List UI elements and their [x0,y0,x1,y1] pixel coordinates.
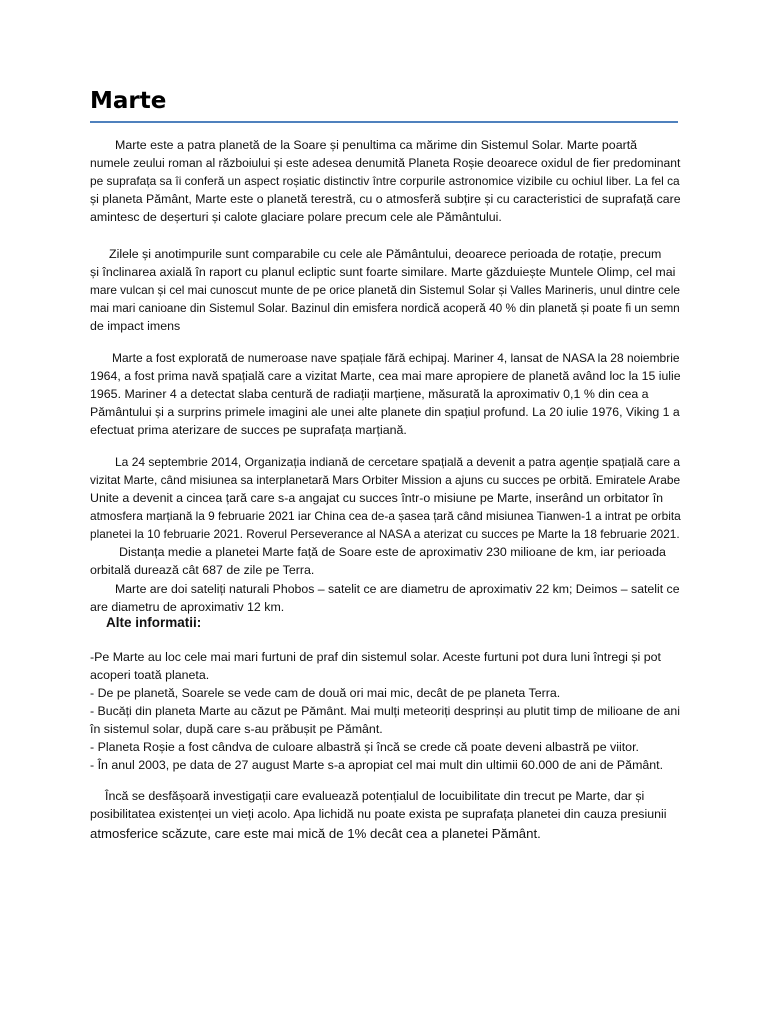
paragraph-line: amintesc de deșerturi și calote glaciare polare precum cele ale Pământului. [90,210,502,224]
paragraph-line: 1964, a fost prima navă spațială care a vizitat Marte, cea mai mare apropiere de planetă având loc la 15 iulie [90,369,681,383]
list-item: - În anul 2003, pe data de 27 august Marte s-a apropiat cel mai mult din ultimii 60.000 de ani de Pământ. [90,758,664,772]
paragraph-line: Marte este a patra planetă de la Soare și penultima ca mărime din Sistemul Solar. Marte poartă [115,138,638,152]
paragraph-line: pe suprafața sa îi conferă un aspect roșiatic distinctiv între corpurile astronomice vizibile cu ochiul liber. La fel ca [90,174,680,188]
list-item: - Bucăți din planeta Marte au căzut pe Pământ. Mai mulți meteoriți desprinși au plutit timp de milioane de ani [90,704,680,718]
paragraph-line: mare vulcan și cel mai cunoscut munte de pe orice planetă din Sistemul Solar și Valles Marineris, unul dintre cele [90,283,680,297]
paragraph-line: Marte are doi sateliți naturali Phobos – satelit ce are diametru de aproximativ 22 km; Deimos – satelit ce [115,582,680,596]
paragraph-line: atmosfera marțiană la 9 februarie 2021 iar China cea de-a șasea țară când misiunea Tianwen-1 a intrat pe orbita [90,509,681,523]
paragraph-line: atmosferice scăzute, care este mai mică de 1% decât cea a planetei Pământ. [90,826,541,841]
paragraph-line: are diametru de aproximativ 12 km. [90,600,285,614]
section-heading: Alte informatii: [106,615,202,630]
paragraph-line: și planeta Pământ, Marte este o planetă terestră, cu o atmosferă subțire și cu caracteristici de suprafață care [90,192,681,206]
paragraph-line: mai mari canioane din Sistemul Solar. Bazinul din emisfera nordică acoperă 40 % din planetă și poate fi un semn [90,301,680,315]
list-item: acoperi toată planeta. [90,668,210,682]
paragraph-line: Unite a devenit a cincea țară care s-a angajat cu succes într-o misiune pe Marte, inserând un orbitator în [90,491,664,505]
paragraph-line: vizitat Marte, când misiunea sa interplanetară Mars Orbiter Mission a ajuns cu succes pe orbită. Emiratele Arabe [90,473,681,487]
list-item: în sistemul solar, după care s-au prăbușit pe Pământ. [90,722,383,736]
paragraph-line: Încă se desfășoară investigații care evaluează potențialul de locuibilitate din trecut pe Marte, dar și [105,789,645,803]
paragraph-line: numele zeului roman al războiului și este adesea denumită Planeta Roșie deoarece oxidul de fier predominant [90,156,681,170]
paragraph-line: 1965. Mariner 4 a detectat slaba centură de radiații marțiene, măsurată la aproximativ 0,1 % din cea a [90,387,649,401]
paragraph-line: și înclinarea axială în raport cu planul ecliptic sunt foarte similare. Marte găzduiește Muntele Olimp, cel mai [90,265,676,279]
paragraph-line: posibilitatea existenței un vieți acolo. Apa lichidă nu poate exista pe suprafața planetei din cauza presiunii [90,807,667,821]
paragraph-line: de impact imens [90,319,181,333]
list-item: - De pe planetă, Soarele se vede cam de două ori mai mic, decât de pe planeta Terra. [90,686,561,700]
paragraph-line: Marte a fost explorată de numeroase nave spațiale fără echipaj. Mariner 4, lansat de NASA la 28 noiembrie [112,351,680,365]
list-item: - Planeta Roșie a fost cândva de culoare albastră și încă se crede că poate deveni albastră pe viitor. [90,740,639,754]
document-title: Marte [90,88,167,114]
list-item: -Pe Marte au loc cele mai mari furtuni de praf din sistemul solar. Aceste furtuni pot dura luni întregi și pot [90,650,661,664]
paragraph-line: La 24 septembrie 2014, Organizația indiană de cercetare spațială a devenit a patra agenție spațială care a [115,455,681,469]
paragraph-line: Zilele și anotimpurile sunt comparabile cu cele ale Pământului, deoarece perioada de rotație, precum [109,247,662,261]
paragraph-line: orbitală durează cât 687 de zile pe Terra. [90,563,315,577]
paragraph-line: efectuat prima aterizare de succes pe suprafața marțiană. [90,423,407,437]
paragraph-line: Distanța medie a planetei Marte față de Soare este de aproximativ 230 milioane de km, iar perioada [119,545,666,559]
paragraph-line: planetei la 10 februarie 2021. Roverul Perseverance al NASA a aterizat cu succes pe Marte la 18 februarie 2021. [90,527,680,541]
paragraph-line: Pământului și a surprins primele imagini ale unei alte planete din spațiul profund. La 20 iulie 1976, Viking 1 a [90,405,680,419]
title-underline [90,121,678,123]
